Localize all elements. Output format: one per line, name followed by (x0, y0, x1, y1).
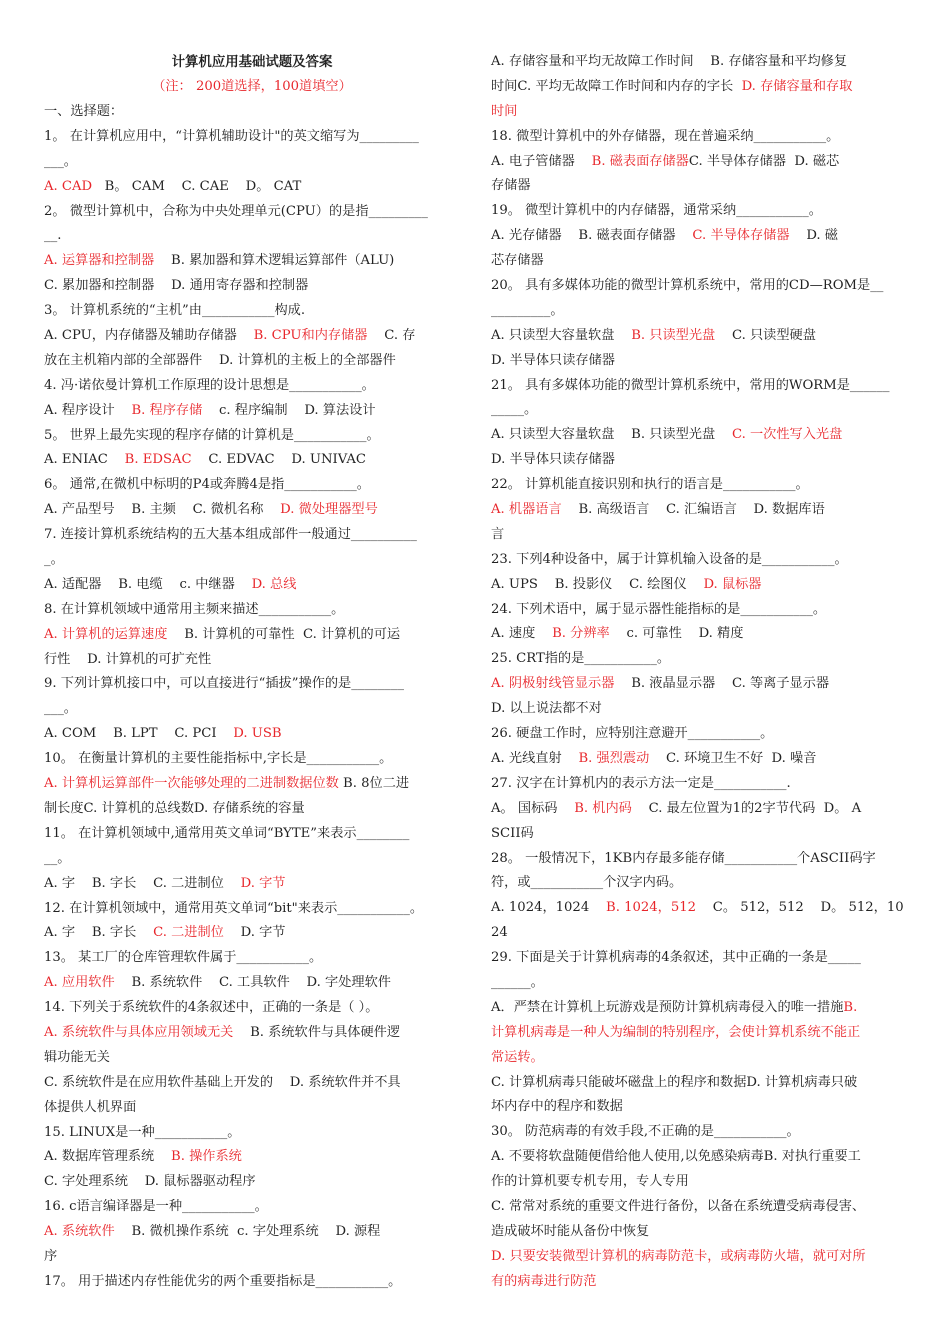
text-line (44, 424, 460, 449)
page-subtitle: （注： 200道选择，100道填空） (152, 79, 352, 94)
line-text: A. 程序设计 (44, 402, 132, 418)
line-text: D. 半导体只读存储器 (491, 452, 615, 468)
line-text: 20。 具有多媒体功能的微型计算机系统中，常用的CD—ROM是__ (491, 278, 884, 294)
line-text: C. EDVAC D. UNIVAC (191, 452, 366, 468)
answer-highlight: B. 操作系统 (171, 1149, 242, 1165)
answer-highlight: A. 计算机运算部件一次能够处理的二进制数据位数 (44, 776, 339, 792)
line-text: A. 字 B. 字长 C. 二进制位 (44, 875, 241, 891)
line-text: 26. 硬盘工作时，应特别注意避开___________。 (491, 726, 774, 742)
line-text: D. 字节 (223, 925, 286, 941)
text-line (44, 1145, 460, 1170)
text-line (491, 1145, 905, 1170)
line-text: 12. 在计算机领域中，通常用英文单词“bit"来表示___________。 (44, 900, 424, 916)
text-line (44, 473, 460, 498)
answer-highlight: D. 微处理器型号 (280, 502, 378, 518)
text-line (491, 772, 905, 797)
line-text: C. 字处理系统 D. 鼠标器驱动程序 (44, 1174, 256, 1190)
text-line (491, 150, 905, 175)
text-line (491, 75, 905, 100)
answer-highlight: A. 计算机的运算速度 (44, 626, 168, 642)
line-text: 时间C. 平均无故障工作时间和内存的字长 (491, 78, 742, 94)
line-text: 辑功能无关 (44, 1049, 110, 1065)
text-line (44, 1071, 460, 1096)
line-text: B. 计算机的可靠性 C. 计算机的可运 (167, 626, 401, 642)
line-text: 25. CRT指的是___________。 (491, 651, 671, 667)
text-line (44, 797, 460, 822)
text-line (491, 822, 905, 847)
answer-highlight: 有的病毒进行防范 (491, 1273, 597, 1289)
answer-highlight: A. 应用软件 (44, 975, 115, 991)
answer-highlight: B. 1024，512 (606, 900, 696, 916)
section-heading: 一、选择题： (44, 104, 124, 119)
answer-highlight: D. 总线 (251, 576, 297, 592)
line-text: A. UPS B. 投影仪 C. 绘图仪 (491, 576, 704, 592)
answer-highlight: C. 一次性写入光盘 (731, 427, 843, 443)
line-text: B. 高级语言 C. 汇编语言 D. 数据库语 (561, 502, 825, 518)
line-text: 序 (44, 1248, 58, 1264)
line-text: C. 常常对系统的重要文件进行备份，以备在系统遭受病毒侵害、 (491, 1198, 866, 1214)
line-text: 6。 通常,在微机中标明的P4或奔腾4是指___________。 (44, 477, 370, 493)
text-line (44, 125, 460, 150)
text-line (44, 722, 460, 747)
line-text: 符，或___________个汉字内码。 (491, 875, 683, 891)
text-line (44, 224, 460, 249)
line-text: 存储器 (491, 178, 531, 194)
text-line (44, 672, 460, 697)
line-text: 行性 D. 计算机的可扩充性 (44, 651, 212, 667)
text-line (44, 324, 460, 349)
line-text: 24 (491, 925, 508, 941)
answer-highlight: D. 鼠标器 (703, 576, 762, 592)
answer-highlight: A. 阴极射线管显示器 (491, 676, 615, 692)
text-line (44, 1096, 460, 1121)
text-line (491, 1245, 905, 1270)
line-text: 18. 微型计算机中的外存储器，现在普遍采纳___________。 (491, 128, 840, 144)
text-line (491, 598, 905, 623)
answer-highlight: 时间 (491, 103, 518, 119)
text-line (491, 797, 905, 822)
line-text: A. 存储容量和平均无故障工作时间 B. 存储容量和平均修复 (491, 54, 848, 69)
line-text: _________。 (491, 302, 564, 318)
text-line (491, 199, 905, 224)
text-line (491, 498, 905, 523)
answer-highlight: B. 机内码 (574, 800, 632, 816)
line-text: 作的计算机要专机专用，专人专用 (491, 1174, 689, 1190)
line-text: B. 微机操作系统 c. 字处理系统 D. 源程 (114, 1224, 381, 1240)
line-text: B. 系统软件 C. 工具软件 D. 字处理软件 (114, 975, 391, 991)
line-text: SCII码 (491, 825, 534, 841)
line-text: D. 半导体只读存储器 (491, 352, 615, 368)
answer-highlight: D. 字节 (240, 875, 286, 891)
line-text: A. 速度 (491, 626, 553, 642)
text-line (44, 623, 460, 648)
line-text: C. 计算机病毒只能破坏磁盘上的程序和数据D. 计算机病毒只破 (491, 1074, 858, 1090)
line-text: 17。 用于描述内存性能优劣的两个重要指标是___________。 (44, 1273, 402, 1289)
text-line (491, 647, 905, 672)
line-text: 19。 微型计算机中的内存储器，通常采纳___________。 (491, 203, 822, 219)
text-line (491, 871, 905, 896)
line-text: 11。 在计算机领域中,通常用英文单词“BYTE”来表示________ (44, 825, 410, 841)
line-text: ___。 (44, 701, 77, 717)
line-text: A. COM B. LPT C. PCI (44, 726, 234, 742)
line-text: 15. LINUX是一种___________。 (44, 1124, 241, 1140)
text-line (491, 473, 905, 498)
text-line (44, 299, 460, 324)
line-text: 14. 下列关于系统软件的4条叙述中，正确的一条是（ ）。 (44, 1000, 379, 1016)
text-line (44, 946, 460, 971)
line-text: B. 累加器和算术逻辑运算部件（ALU) (154, 253, 395, 269)
answer-highlight: A. 系统软件 (44, 1224, 115, 1240)
line-text: 13。 某工厂的仓库管理软件属于___________。 (44, 950, 323, 966)
text-line (44, 897, 460, 922)
text-line (491, 672, 905, 697)
answer-highlight: 计算机病毒是一种人为编制的特别程序，会使计算机系统不能正 (491, 1024, 861, 1040)
text-line (44, 274, 460, 299)
text-line (44, 971, 460, 996)
text-line (44, 996, 460, 1021)
line-text: _____。 (491, 402, 538, 418)
text-line (491, 224, 905, 249)
text-line (491, 448, 905, 473)
text-line (44, 448, 460, 473)
line-text: A．严禁在计算机上玩游戏是预防计算机病毒侵入的唯一措施 (491, 999, 844, 1015)
line-text: 体提供人机界面 (44, 1099, 137, 1115)
line-text: B. 液晶显示器 C. 等离子显示器 (614, 676, 830, 692)
text-line (491, 274, 905, 299)
line-text: C. 系统软件是在应用软件基础上开发的 D. 系统软件并不具 (44, 1074, 401, 1090)
text-line (44, 1270, 460, 1295)
right-column (491, 50, 905, 1295)
line-text: 27. 汉字在计算机内的表示方法一定是___________. (491, 775, 791, 791)
text-line (491, 1120, 905, 1145)
text-line (491, 946, 905, 971)
answer-highlight: A. CAD (44, 178, 93, 194)
text-line (491, 523, 905, 548)
answer-highlight: B. 强烈震动 (578, 750, 650, 766)
line-text: B. 系统软件与具体硬件逻 (233, 1024, 401, 1040)
text-line (491, 921, 905, 946)
line-text: c. 可靠性 D. 精度 (609, 626, 744, 642)
text-line (491, 548, 905, 573)
text-line (44, 249, 460, 274)
text-line (491, 1270, 905, 1295)
line-text: __. (44, 228, 62, 244)
text-line (491, 50, 905, 75)
answer-highlight: D. USB (233, 726, 282, 742)
text-line (491, 100, 905, 125)
text-line (491, 622, 905, 647)
text-line (44, 772, 460, 797)
text-line (491, 573, 905, 598)
text-line (44, 498, 460, 523)
text-line (491, 374, 905, 399)
line-text: A. 只读型大容量软盘 (491, 327, 632, 343)
line-text: 16. c语言编译器是一种___________。 (44, 1199, 268, 1215)
line-text: 5。 世界上最先实现的程序存储的计算机是___________。 (44, 427, 380, 443)
line-text: 坏内存中的程序和数据 (491, 1099, 623, 1115)
line-text: C. 只读型硬盘 (715, 327, 816, 343)
line-text: C. 累加器和控制器 D. 通用寄存器和控制器 (44, 278, 309, 294)
line-text: A. 字 B. 字长 (44, 925, 154, 941)
text-line (44, 598, 460, 623)
line-text: A. CPU，内存储器及辅助存储器 (44, 328, 254, 344)
answer-highlight: B. EDSAC (124, 452, 192, 468)
text-line (491, 349, 905, 374)
line-text: 造成破坏时能从备份中恢复 (491, 1223, 650, 1239)
text-line (44, 648, 460, 673)
line-text: 23. 下列4种设备中，属于计算机输入设备的是___________。 (491, 551, 848, 567)
line-text: B. 8位二进 (338, 776, 410, 792)
text-line (44, 1170, 460, 1195)
answer-highlight: A. 系统软件与具体应用领域无关 (44, 1024, 234, 1040)
text-line (44, 697, 460, 722)
text-line (491, 249, 905, 274)
line-text: 1。 在计算机应用中，“计算机辅助设计"的英文缩写为_________ (44, 128, 419, 144)
line-text: 言 (491, 526, 505, 542)
line-text: 2。 微型计算机中，合称为中央处理单元(CPU）的是指_________ (44, 203, 428, 219)
text-line (44, 374, 460, 399)
line-text: A. 数据库管理系统 (44, 1149, 171, 1165)
text-line (44, 1195, 460, 1220)
line-text: A. 不要将软盘随便借给他人使用,以免感染病毒B. 对执行重要工 (491, 1149, 861, 1165)
text-line (44, 399, 460, 424)
line-text: 放在主机箱内部的全部器件 D. 计算机的主板上的全部器件 (44, 352, 396, 368)
right-question-list (491, 50, 905, 1295)
line-text: A. 光线直射 (491, 750, 579, 766)
text-line (491, 996, 905, 1021)
answer-highlight: D. 存储容量和存取 (741, 78, 853, 94)
line-text: __。 (44, 850, 71, 866)
line-text: A. ENIAC (44, 452, 125, 468)
line-text: A. 电子管储器 (491, 153, 592, 169)
page-title: 计算机应用基础试题及答案 (171, 54, 333, 70)
line-text: 10。 在衡量计算机的主要性能指标中,字长是___________。 (44, 751, 393, 767)
line-text: A。 国标码 (491, 800, 575, 816)
text-line (491, 1220, 905, 1245)
text-line (44, 175, 460, 200)
text-line (44, 349, 460, 374)
answer-highlight: B. CPU和内存储器 (253, 328, 368, 344)
line-text: 芯存储器 (491, 253, 544, 269)
text-line (44, 1046, 460, 1071)
line-text: A. 产品型号 B. 主频 C. 微机名称 (44, 502, 281, 518)
line-text: 3。 计算机系统的“主机”由___________构成. (44, 303, 306, 319)
line-text: A. 适配器 B. 电缆 c. 中继器 (44, 576, 252, 592)
line-text: 30。 防范病毒的有效手段,不正确的是___________。 (491, 1124, 800, 1140)
line-text: C. 最左位置为1的2字节代码 D。 A (631, 800, 862, 816)
text-line (44, 1021, 460, 1046)
answer-highlight: C. 半导体存储器 (692, 228, 790, 244)
line-text: A. 只读型大容量软盘 B. 只读型光盘 (491, 427, 732, 443)
line-text: 28。 一般情况下，1KB内存最多能存储___________个ASCII码字 (491, 850, 876, 866)
answer-highlight: A. 运算器和控制器 (44, 253, 155, 269)
text-line (44, 573, 460, 598)
line-text: 7. 连接计算机系统结构的五大基本组成部件一般通过__________ (44, 527, 417, 543)
text-line (491, 174, 905, 199)
answer-highlight: B. 只读型光盘 (631, 327, 716, 343)
line-text: 22。 计算机能直接识别和执行的语言是___________。 (491, 477, 809, 493)
text-line (491, 1046, 905, 1071)
answer-highlight: B. 程序存储 (131, 402, 203, 418)
text-line (44, 747, 460, 772)
line-text: C. 存 (367, 328, 416, 344)
left-column (44, 50, 460, 1295)
line-text: 制长度C. 计算机的总线数D. 存储系统的容量 (44, 800, 305, 816)
text-line (44, 150, 460, 175)
text-line (44, 1220, 460, 1245)
text-line (491, 697, 905, 722)
answer-highlight: B. (843, 999, 858, 1015)
line-text: C. 环境卫生不好 D. 噪音 (649, 750, 817, 766)
answer-highlight: B. 磁表面存储器 (591, 153, 689, 169)
text-line (491, 398, 905, 423)
left-question-list (44, 125, 460, 1295)
line-text: 8. 在计算机领域中通常用主频来描述___________。 (44, 601, 345, 617)
text-line (491, 1021, 905, 1046)
line-text: D. 以上说法都不对 (491, 701, 602, 717)
line-text: ______。 (491, 974, 544, 990)
text-line (44, 921, 460, 946)
line-text: A. 光存储器 B. 磁表面存储器 (491, 228, 693, 244)
answer-highlight: D. 只要安装微型计算机的病毒防范卡，或病毒防火墙，就可对所 (491, 1248, 866, 1264)
line-text: C. 半导体存储器 D. 磁芯 (688, 153, 840, 169)
text-line (44, 523, 460, 548)
text-line (491, 299, 905, 324)
answer-highlight: B. 分辨率 (552, 626, 610, 642)
line-text: c. 程序编制 D. 算法设计 (202, 402, 376, 418)
line-text: ___。 (44, 153, 77, 169)
line-text: 9. 下列计算机接口中，可以直接进行“插拔”操作的是________ (44, 676, 404, 692)
text-line (44, 1245, 460, 1270)
line-text: 29. 下面是关于计算机病毒的4条叙述，其中正确的一条是_____ (491, 950, 861, 966)
line-text: 4. 冯·诺依曼计算机工作原理的设计思想是___________。 (44, 377, 375, 393)
text-line (491, 896, 905, 921)
text-line (491, 722, 905, 747)
text-line (491, 324, 905, 349)
text-line (44, 200, 460, 225)
answer-highlight: A. 机器语言 (491, 502, 562, 518)
line-text: D. 磁 (789, 228, 838, 244)
line-text: A. 1024，1024 (491, 900, 606, 916)
text-line (491, 1095, 905, 1120)
text-line (44, 822, 460, 847)
text-line (44, 872, 460, 897)
answer-highlight: C. 二进制位 (153, 925, 224, 941)
text-line (44, 847, 460, 872)
line-text: B。 CAM C. CAE D。 CAT (92, 178, 302, 194)
answer-highlight: 常运转。 (491, 1049, 544, 1065)
line-text: 21。 具有多媒体功能的微型计算机系统中，常用的WORM是______ (491, 377, 890, 393)
text-line (491, 423, 905, 448)
line-text: _。 (44, 552, 64, 568)
text-line (491, 847, 905, 872)
line-text: 24. 下列术语中，属于显示器性能指标的是___________。 (491, 601, 827, 617)
text-line (491, 125, 905, 150)
text-line (491, 1195, 905, 1220)
text-line (44, 1121, 460, 1146)
text-line (44, 548, 460, 573)
line-text: C。 512，512 D。 512，10 (696, 900, 904, 916)
text-line (491, 971, 905, 996)
text-line (491, 1071, 905, 1096)
text-line (491, 747, 905, 772)
text-line (491, 1170, 905, 1195)
